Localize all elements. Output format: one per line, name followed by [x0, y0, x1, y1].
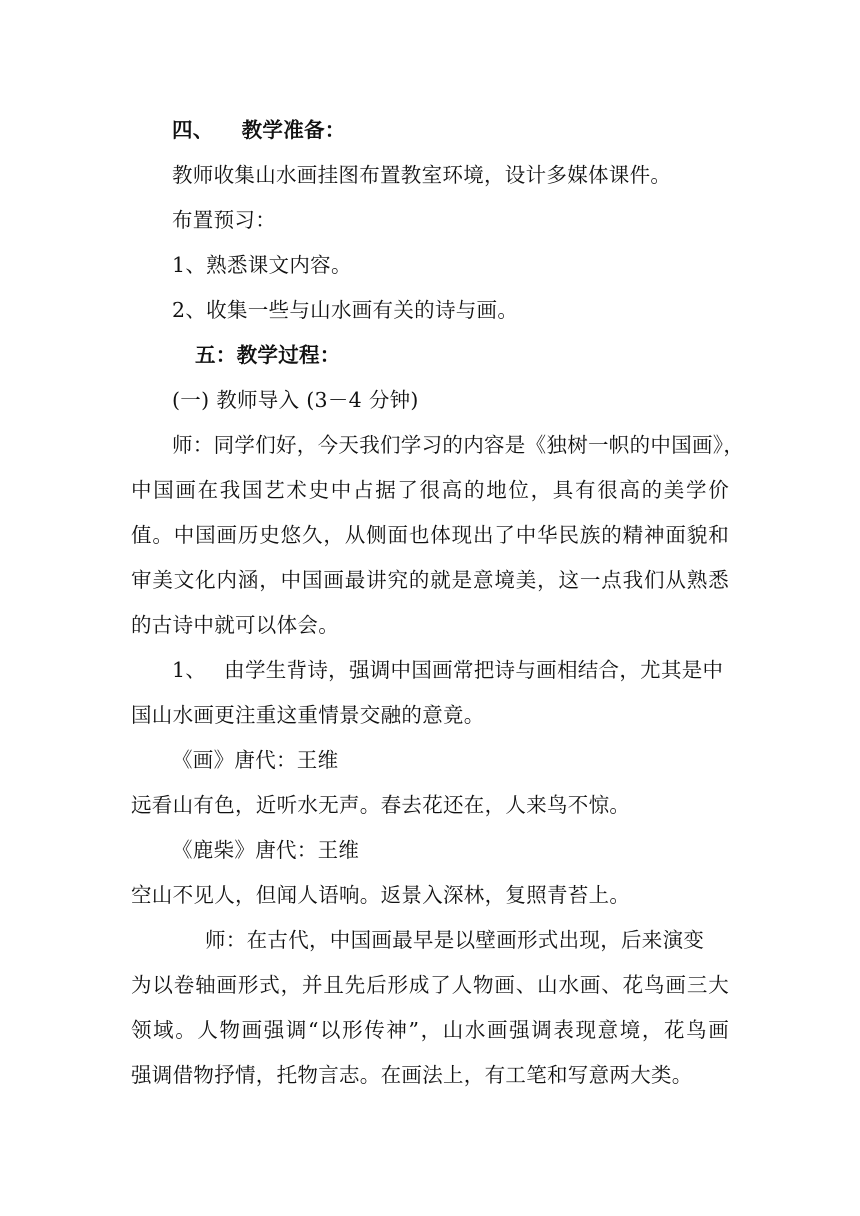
- prep-line: 教师收集山水画挂图布置教室环境，设计多媒体课件。: [172, 163, 672, 187]
- section-5-heading: 五：教学过程：: [195, 343, 341, 367]
- preview-item-2: 2、收集一些与山水画有关的诗与画。: [172, 298, 519, 322]
- preview-item-1: 1、熟悉课文内容。: [172, 253, 352, 277]
- section-4-heading: [172, 116, 346, 144]
- para2-line-1: [172, 656, 723, 684]
- para3-line-2: 为以卷轴画形式，并且先后形成了人物画、山水画、花鸟画三大: [131, 973, 729, 997]
- para1-line-2: 中国画在我国艺术史中占据了很高的地位，具有很高的美学价: [131, 478, 729, 502]
- section-4-title: 教学准备：: [241, 118, 346, 142]
- para2-number: 1、: [172, 658, 207, 682]
- step-1-title: (一) 教师导入 (3－4 分钟): [172, 388, 419, 412]
- poem1-text: 远看山有色，近听水无声。春去花还在，人来鸟不惊。: [131, 793, 631, 817]
- para3-line-3: 领域。人物画强调“以形传神”，山水画强调表现意境，花鸟画: [131, 1018, 729, 1042]
- para3-line-4: 强调借物抒情，托物言志。在画法上，有工笔和写意两大类。: [131, 1063, 693, 1087]
- poem2-title: 《鹿柴》唐代：王维: [172, 838, 360, 862]
- para1-line-5: 的古诗中就可以体会。: [131, 613, 339, 637]
- preview-title: 布置预习：: [172, 208, 276, 232]
- para3-line-1: 师：在古代，中国画最早是以壁画形式出现，后来演变: [205, 928, 705, 952]
- para2-text-1: 由学生背诗，强调中国画常把诗与画相结合，尤其是中: [224, 658, 724, 682]
- poem2-text: 空山不见人，但闻人语响。返景入深林，复照青苔上。: [131, 883, 631, 907]
- section-4-number: 四、: [172, 118, 214, 142]
- para2-line-2: 国山水画更注重这重情景交融的意竟。: [131, 703, 485, 727]
- para1-line-1: 师：同学们好，今天我们学习的内容是《独树一帜的中国画》，: [172, 433, 745, 457]
- poem1-title: 《画》唐代：王维: [172, 748, 339, 772]
- para1-line-4: 审美文化内涵，中国画最讲究的就是意境美，这一点我们从熟悉: [131, 568, 729, 592]
- para1-line-3: 值。中国画历史悠久，从侧面也体现出了中华民族的精神面貌和: [131, 523, 729, 547]
